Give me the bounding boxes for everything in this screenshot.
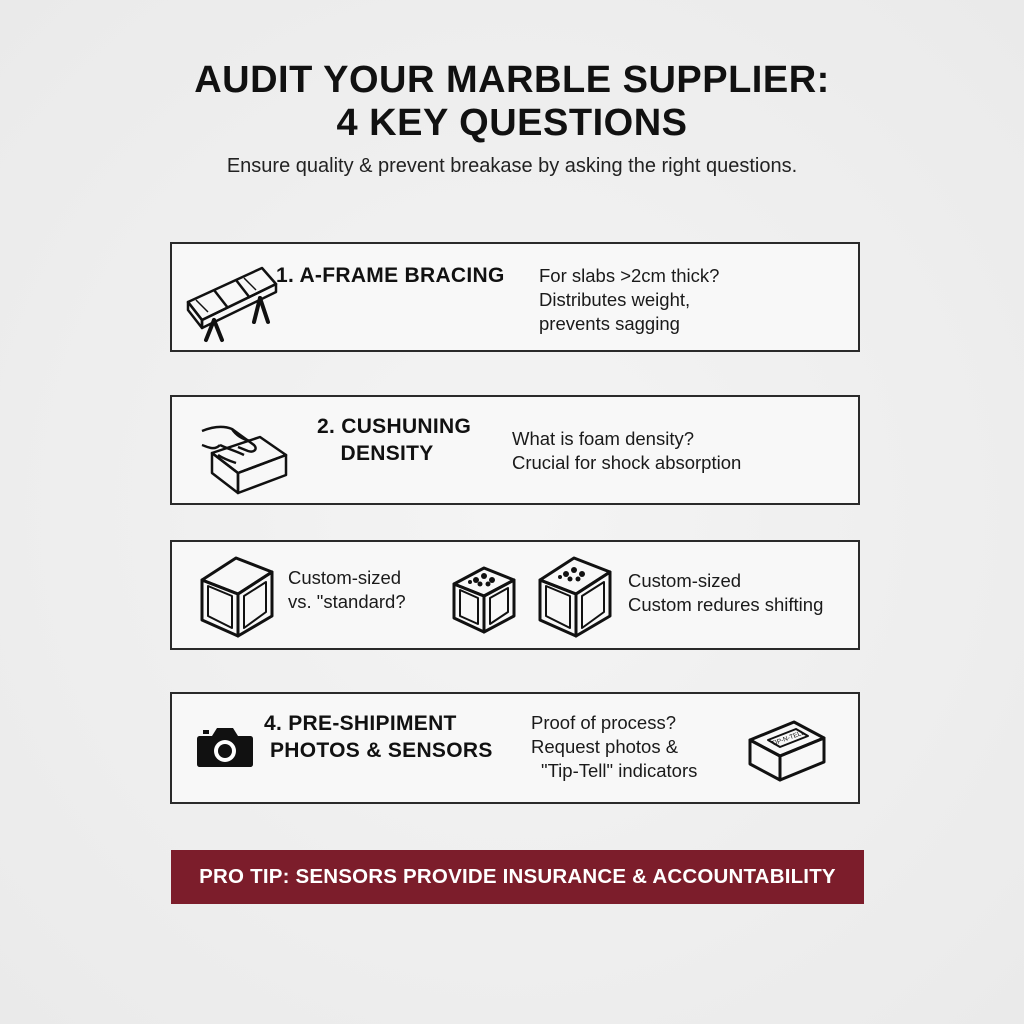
card-4-text-line: "Tip-Tell" indicators: [541, 760, 698, 781]
card-2-heading-line: 2. CUSHUNING: [317, 415, 472, 438]
card-4-heading: [264, 710, 493, 764]
sensor-label: TIP-N-TELL: [770, 729, 806, 748]
card-3-left-text: [288, 566, 406, 614]
crate-with-packing-icon: [536, 554, 616, 640]
card-4-text: [531, 711, 697, 783]
pro-tip-banner: PRO TIP: SENSORS PROVIDE INSURANCE & ACCOUNTABILITY: [171, 850, 864, 904]
card-1-heading: 1. A-FRAME BRACING: [276, 264, 505, 287]
card-4-text-line: Request photos &: [531, 736, 679, 757]
card-1-text: [539, 264, 719, 336]
card-2-text-line: What is foam density?: [512, 428, 694, 449]
card-3-right-text-line: Custom redures shifting: [628, 594, 824, 615]
card-3-left-text-line: Custom-sized: [288, 567, 402, 588]
page-title-line-1: AUDIT YOUR MARBLE SUPPLIER:: [194, 59, 830, 101]
sensor-box-icon: [746, 716, 828, 786]
a-frame-icon: [184, 258, 284, 342]
card-3-left-text-line: vs. "standard?: [288, 591, 406, 612]
question-card-cushioning: [170, 395, 860, 505]
question-card-crate-size: [170, 540, 860, 650]
card-4-heading-line: PHOTOS & SENSORS: [270, 739, 493, 762]
card-3-right-text: [628, 569, 823, 617]
card-2-heading-line: DENSITY: [340, 442, 434, 465]
card-2-heading: [317, 413, 471, 467]
card-1-text-line: For slabs >2cm thick?: [539, 265, 720, 286]
card-2-text: [512, 427, 741, 475]
card-4-text-line: Proof of process?: [531, 712, 676, 733]
crate-icon: [198, 554, 278, 640]
question-card-a-frame: [170, 242, 860, 352]
card-2-text-line: Crucial for shock absorption: [512, 452, 742, 473]
page-subtitle: Ensure quality & prevent breakase by asking the right questions.: [226, 155, 798, 177]
card-1-text-line: prevents sagging: [539, 313, 680, 334]
crate-with-packing-icon: [450, 562, 520, 636]
page-title-line-2: 4 KEY QUESTIONS: [336, 102, 688, 144]
question-card-photos-sensors: [170, 692, 860, 804]
hand-on-foam-icon: [198, 415, 298, 495]
card-4-heading-line: 4. PRE-SHIPIMENT: [264, 712, 457, 735]
camera-icon: [196, 724, 254, 768]
card-3-right-text-line: Custom-sized: [628, 570, 742, 591]
card-1-text-line: Distributes weight,: [539, 289, 691, 310]
